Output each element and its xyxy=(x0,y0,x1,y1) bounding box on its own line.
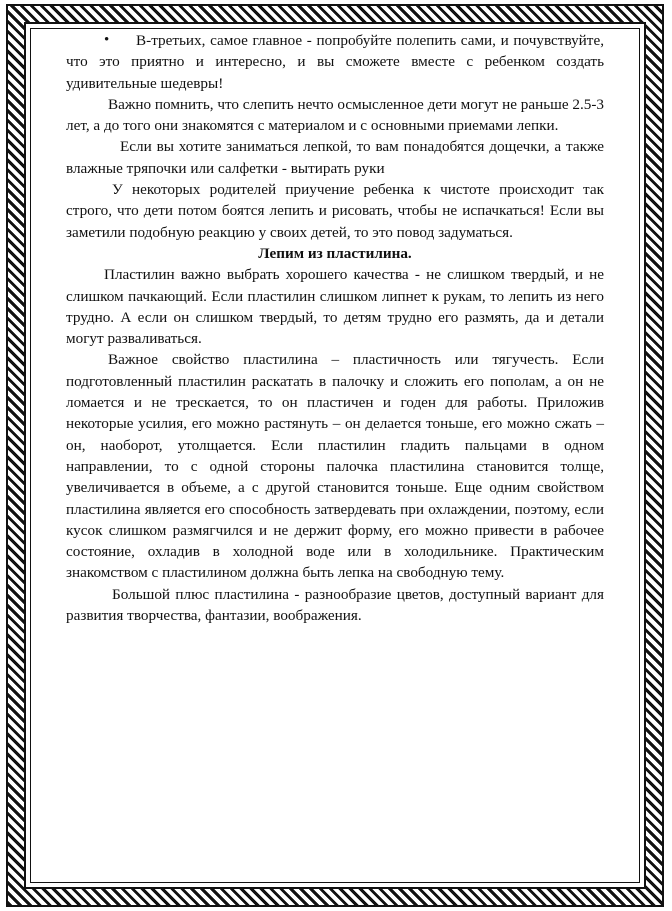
intro-paragraph xyxy=(66,30,604,94)
document-body xyxy=(66,30,604,626)
bullet-icon: • xyxy=(104,32,110,48)
tools-paragraph: Если вы хотите заниматься лепкой, то вам понадобятся дощечки, а также влажные тряпочки или салфетки - вытирать руки xyxy=(66,138,604,177)
quality-paragraph: Пластилин важно выбрать хорошего качества - не слишком твердый, и не слишком пачкающий. Если пластилин слишком липнет к рукам, то лепить из него трудно. А если он слишком твердый, то детям трудно его размять, да и детали могут разваливаться. xyxy=(66,266,604,348)
parents-paragraph: У некоторых родителей приучение ребенка к чистоте происходит так строго, что дети потом боятся лепить и рисовать, чтобы не испачкаться! Если вы заметили подобную реакцию у своих детей, то это повод задуматься. xyxy=(66,181,604,241)
section-heading: Лепим из пластилина. xyxy=(258,244,412,262)
colors-paragraph: Большой плюс пластилина - разнообразие цветов, доступный вариант для развития творчества, фантазии, воображения. xyxy=(66,585,604,625)
property-paragraph: Важное свойство пластилина – пластичность или тягучесть. Если подготовленный пластилин раскатать в палочку и сложить его пополам, а он не ломается и не трескается, то он пластичен и годен для работы. Приложив некоторые усилия, его можно растянуть – он делается тоньше, его можно сжать – он, наоборот, утолщается. Если пластилин гладить пальцами в одном направлении, то с одной стороны палочка пластилина становится толще, увеличивается в объеме, а с другой становится тоньше. Еще одним свойством пластилина является его способность затвердевать при охлаждении, поэтому, если кусок слишком размягчился и не держит форму, его можно привести в рабочее состояние, охладив в холодной воде или в холодильнике. Практическим знакомством с пластилином должна быть лепка на свободную тему. xyxy=(66,351,604,582)
intro-text: В-третьих, самое главное - попробуйте полепить сами, и почувствуйте, что это приятно и интересно, и вы сможете вместе с ребенком создать удивительные шедевры! xyxy=(66,32,604,92)
age-paragraph: Важно помнить, что слепить нечто осмысленное дети могут не раньше 2.5-3 лет, а до того они знакомятся с материалом и с основными приемами лепки. xyxy=(66,95,605,135)
